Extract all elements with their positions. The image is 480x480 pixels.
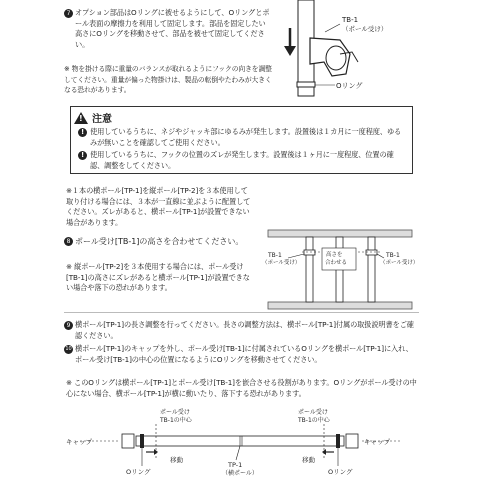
step-9-text: 横ポール[TP-1]の長さ調整を行ってください。長さの調整方法は、横ポール[TP-1]付属の取扱説明書をご確認ください。: [75, 320, 414, 340]
cap-right-label: キャップ: [364, 438, 390, 446]
center-label-2: 合わせる: [325, 260, 348, 266]
step-8-note: ※ 縦ポール[TP-2]を３本使用する場合には、ポール受け[TB-1]の高さにズレがあると横ポール[TP-1]が設置できない場合や落下の恐れがあります。: [66, 262, 250, 293]
tb1-center-left-2: TB-1の中心: [160, 417, 192, 424]
left-tb1-label: TB-1: [268, 252, 282, 259]
step-number: 9: [64, 321, 73, 330]
exclamation-icon: !: [78, 151, 87, 160]
step-7: [64, 8, 272, 50]
tb1-center-right-1: ポール受け: [298, 409, 328, 416]
center-label-1: 高さを: [326, 252, 343, 258]
caution-title: 注意: [92, 114, 112, 125]
caution-item-1: [78, 127, 404, 148]
caution-item-2: [78, 150, 404, 171]
divider: [64, 312, 419, 313]
step-number: 10: [65, 346, 72, 352]
tb1-label: TB-1: [342, 16, 359, 24]
caution-header: [74, 110, 112, 125]
tp1-sub-label: （横ポール）: [222, 470, 258, 477]
move-right-label: 移動: [302, 456, 315, 464]
oring-label: Oリング: [336, 82, 363, 90]
oring-right-label: Oリング: [328, 468, 353, 476]
right-tb1-sub-label: （ポール受け）: [380, 260, 419, 266]
tp1-label: TP-1: [228, 461, 243, 469]
hook-oring-diagram: [280, 0, 400, 100]
step-10: [64, 344, 419, 365]
oring-position-diagram: [60, 404, 430, 480]
caution-box: [70, 106, 413, 174]
cap-left-label: キャップ: [66, 438, 92, 446]
tb1-center-right-2: TB-1の中心: [298, 417, 330, 424]
warning-triangle-icon: !: [74, 112, 88, 124]
three-poles-note: ※１本の横ポール[TP-1]を縦ポール[TP-2]を３本使用して取り付ける場合には、３本が一直線に並ぶように配置してください。ズレがあると、横ポール[TP-1]が設置できない場合があります。: [66, 186, 251, 227]
step-8: [64, 236, 254, 248]
caution-item-text: 使用しているうちに、フックの位置のズレが発生します。設置後は１ヶ月に一度程度、位置の確認、調整をしてください。: [90, 150, 394, 170]
pole-height-diagram: [262, 228, 422, 310]
left-tb1-sub-label: （ポール受け）: [262, 260, 301, 266]
oring-left-label: Oリング: [126, 468, 151, 476]
step-8-text: ポール受け[TB-1]の高さを合わせてください。: [75, 237, 244, 246]
right-tb1-label: TB-1: [386, 252, 400, 259]
step-9: [64, 320, 419, 341]
step-7-note: ※ 物を掛ける際に重量のバランスが取れるようにフックの向きを調整してください。重量が偏った物掛けは、製品の転倒やたわみが大きくなる恐れがあります。: [64, 65, 272, 94]
step-10-note: ※ このOリングは横ポール[TP-1]とポール受け[TB-1]を嵌合させる役割があります。Oリングがポール受けの中心にない場合、横ポール[TP-1]が横に動いたり、落下する恐れがあります。: [66, 378, 417, 398]
step-7-text: オプション部品はOリングに被せるようにして、Oリングとポール表面の摩擦力を利用して固定します。部品を固定したい高さにOリングを移動させて、部品を被せて固定してください。: [75, 8, 270, 49]
tb1-center-left-1: ポール受け: [160, 409, 190, 416]
step-10-text: 横ポール[TP-1]のキャップを外し、ポール受け[TB-1]に付属されているOリングを横ポール[TP-1]に入れ、ポール受け[TB-1]の中心の位置になるようにOリングを移動させてください。: [75, 344, 413, 364]
caution-item-text: 使用しているうちに、ネジやジャッキ部にゆるみが発生します。設置後は１カ月に一度程度、ゆるみが無いことを確認してご使用ください。: [90, 127, 402, 147]
tb1-sub-label: （ポール受け）: [342, 25, 388, 33]
move-left-label: 移動: [170, 456, 183, 464]
step-number: 8: [64, 237, 73, 246]
step-number: 7: [64, 9, 73, 18]
exclamation-icon: !: [78, 128, 87, 137]
